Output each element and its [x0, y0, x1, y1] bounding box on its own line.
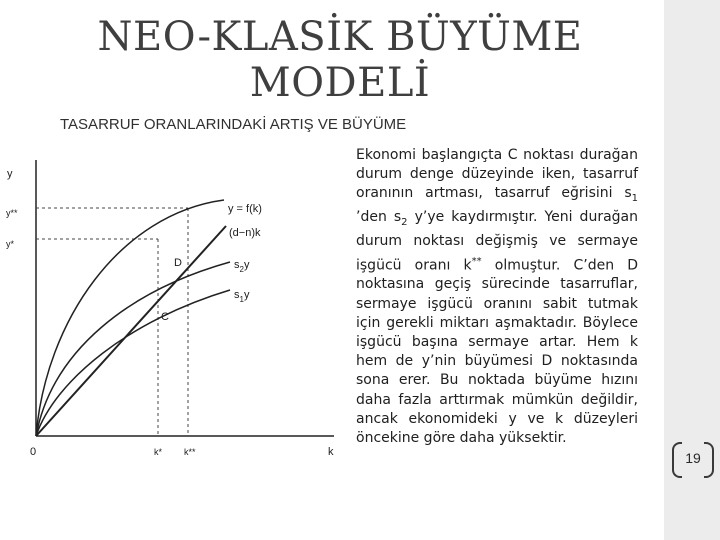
slide-title: NEO-KLASİK BÜYÜME MODELİ [97, 14, 583, 106]
s1y-label: $s_1y$ [234, 289, 250, 304]
origin-label: 0 [30, 446, 37, 458]
page-number: 19 [685, 450, 701, 466]
production-curve [36, 200, 224, 436]
page-number-badge [672, 442, 714, 476]
slide-subtitle: TASARRUF ORANLARINDAKİ ARTIŞ VE BÜYÜME [60, 116, 407, 133]
k-double-star-label: k** [184, 447, 196, 457]
x-axis-label: k [328, 446, 334, 458]
depreciation-line-label: (d−n)k [229, 227, 261, 239]
savings-curve-s1 [36, 290, 230, 436]
s2y-label: $s_2y$ [234, 259, 250, 274]
k-star-label: k* [154, 447, 163, 457]
y-double-star-label: y** [6, 208, 18, 218]
explanation-paragraph: Ekonomi başlangıçta C noktası durağan durum denge düzeyinde iken, tasarruf oranının artması, tasarruf eğrisini $s_1$ ’den $s_2$ y’ye kaydırmıştır. Yeni durağan durum noktası değişmiş ve sermaye işgücü oranı k** olmuştur. C’den D noktasına geçiş sürecinde tasarruflar, sermaye işgücü oranını sabit tutmak için gerekli miktarı aşmaktadır. Böylece işgücü başına sermaye artar. Hem k hem de y’nin büyümesi D noktasında sona erer. Bu noktada büyüme hızını daha fazla arttırmak mümkün değildir, ancak ekonomideki y ve k düzeyleri öncekine göre daha yüksektir. [356, 147, 639, 447]
y-star-label: y* [6, 239, 15, 249]
point-c-label: C [161, 311, 169, 323]
savings-curve-s2 [36, 262, 230, 436]
point-d-label: D [174, 257, 182, 269]
solow-savings-graph [0, 145, 350, 475]
production-curve-label: y = f(k) [228, 203, 262, 215]
y-axis-label: y [7, 168, 13, 180]
